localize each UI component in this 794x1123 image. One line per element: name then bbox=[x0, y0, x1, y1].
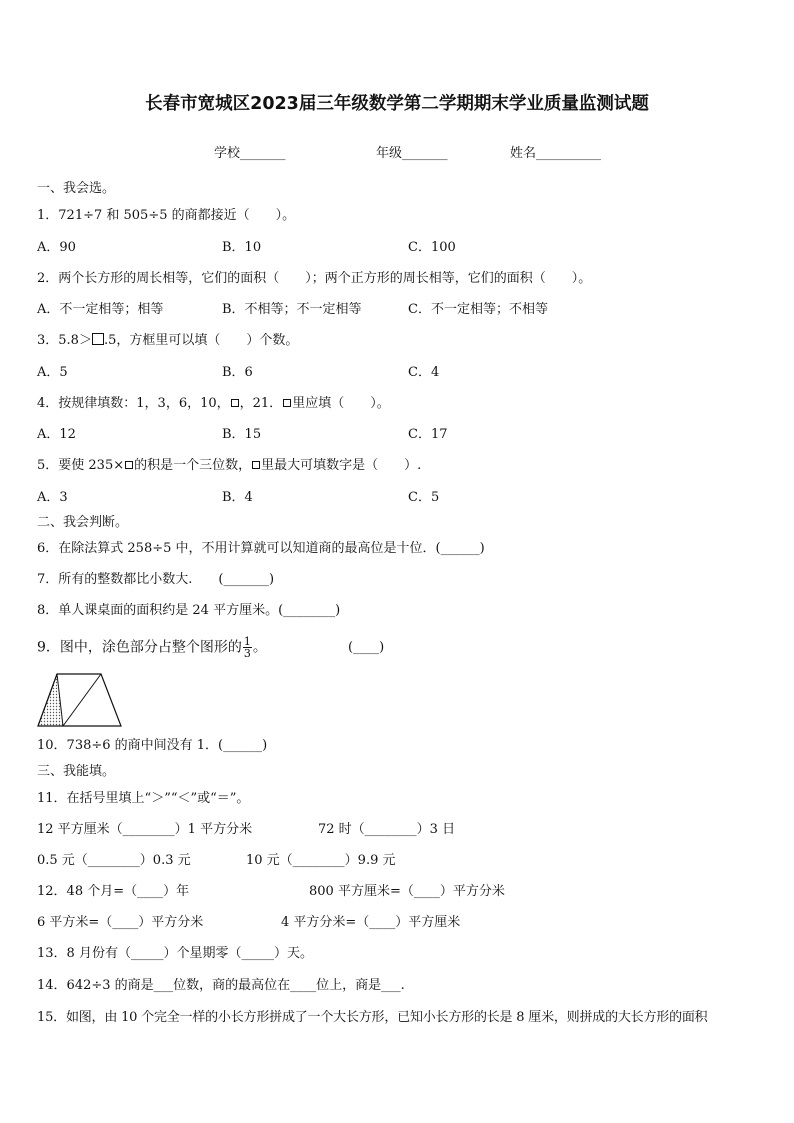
question-9 bbox=[37, 636, 267, 659]
diagonal-line bbox=[63, 674, 101, 726]
question-6: 6．在除法算式 258÷5 中，不用计算就可以知道商的最高位是十位．(______) bbox=[37, 541, 485, 556]
name-field: 姓名__________ bbox=[510, 146, 602, 161]
q1-option-a: A．90 bbox=[37, 240, 76, 255]
q11-row2-right: 10 元（________）9.9 元 bbox=[246, 853, 396, 868]
q4-text-mid: ，21． bbox=[239, 396, 283, 411]
question-11: 11．在括号里填上“＞”“＜”或“＝”。 bbox=[37, 791, 250, 806]
small-box-icon bbox=[231, 399, 239, 407]
small-box-icon bbox=[252, 461, 260, 469]
q3-option-c: C．4 bbox=[408, 365, 440, 380]
question-14: 14．642÷3 的商是___位数，商的最高位在____位上，商是___. bbox=[37, 978, 405, 993]
q3-text-post: .5，方框里可以填（ ）个数。 bbox=[103, 333, 299, 348]
q1-option-b: B．10 bbox=[222, 240, 262, 255]
q3-option-b: B．6 bbox=[222, 365, 253, 380]
question-7: 7．所有的整数都比小数大. (_______) bbox=[37, 572, 275, 587]
q1-option-c: C．100 bbox=[408, 240, 456, 255]
q11-row2-left: 0.5 元（________）0.3 元 bbox=[37, 853, 191, 868]
fraction-denominator: 3 bbox=[243, 647, 251, 660]
question-1: 1．721÷7 和 505÷5 的商都接近（ ）。 bbox=[37, 208, 296, 223]
q4-option-c: C．17 bbox=[408, 427, 448, 442]
small-box-icon bbox=[283, 399, 291, 407]
q12-row2-left: 6 平方米=（____）平方分米 bbox=[37, 915, 204, 930]
q11-row1-right: 72 时（________）3 日 bbox=[318, 822, 456, 837]
q5-text-pre: 5．要使 235× bbox=[37, 458, 125, 473]
q12-row2-right: 4 平方分米=（____）平方厘米 bbox=[281, 915, 461, 930]
q9-answer-blank: (____) bbox=[348, 640, 385, 655]
q5-text-mid: 的积是一个三位数， bbox=[134, 458, 252, 473]
small-box-icon bbox=[125, 461, 133, 469]
q2-option-c: C．不一定相等；不相等 bbox=[408, 302, 548, 317]
fraction-one-third bbox=[243, 636, 252, 659]
q12-row1-left: 12．48 个月=（____）年 bbox=[37, 884, 190, 899]
q11-row1-left: 12 平方厘米（________）1 平方分米 bbox=[37, 822, 253, 837]
fraction-numerator: 1 bbox=[243, 635, 251, 648]
question-15: 15．如图，由 10 个完全一样的小长方形拼成了一个大长方形，已知小长方形的长是 8 厘米，则拼成的大长方形的面积 bbox=[37, 1010, 708, 1025]
school-field: 学校_______ bbox=[214, 146, 286, 161]
question-10: 10．738÷6 的商中间没有 1．(______) bbox=[37, 738, 268, 753]
q9-text-pre: 9．图中，涂色部分占整个图形的 bbox=[37, 639, 242, 656]
q2-option-a: A．不一定相等；相等 bbox=[37, 302, 164, 317]
question-5 bbox=[37, 458, 421, 474]
q5-text-post: 里最大可填数字是（ ）. bbox=[261, 458, 422, 473]
q3-text-pre: 3．5.8＞ bbox=[37, 333, 92, 348]
question-2: 2．两个长方形的周长相等，它们的面积（ ）；两个正方形的周长相等，它们的面积（ ）。 bbox=[37, 271, 592, 286]
question-13: 13．8 月份有（_____）个星期零（_____）天。 bbox=[37, 946, 313, 961]
q5-option-c: C．5 bbox=[408, 490, 440, 505]
q3-option-a: A．5 bbox=[37, 365, 68, 380]
question-8: 8．单人课桌面的面积约是 24 平方厘米。(________) bbox=[37, 603, 341, 618]
square-box-icon bbox=[92, 333, 104, 345]
section-3-heading: 三、我能填。 bbox=[37, 764, 116, 779]
question-4 bbox=[37, 396, 390, 412]
question-3 bbox=[37, 333, 298, 349]
q4-option-a: A．12 bbox=[37, 427, 76, 442]
shaded-triangle bbox=[38, 674, 63, 726]
q5-option-b: B．4 bbox=[222, 490, 253, 505]
q4-text-pre: 4．按规律填数：1，3，6，10， bbox=[37, 396, 230, 411]
q5-option-a: A．3 bbox=[37, 490, 68, 505]
q9-text-post: 。 bbox=[252, 639, 267, 656]
q4-text-post: 里应填（ ）。 bbox=[292, 396, 390, 411]
page-title: 长春市宽城区2023届三年级数学第二学期期末学业质量监测试题 bbox=[145, 94, 649, 114]
q4-option-b: B．15 bbox=[222, 427, 262, 442]
shaded-triangle-figure bbox=[37, 672, 123, 728]
q2-option-b: B．不相等；不一定相等 bbox=[222, 302, 362, 317]
q12-row1-right: 800 平方厘米=（____）平方分米 bbox=[309, 884, 505, 899]
section-1-heading: 一、我会选。 bbox=[37, 181, 116, 196]
grade-field: 年级_______ bbox=[376, 146, 448, 161]
section-2-heading: 二、我会判断。 bbox=[37, 515, 129, 530]
